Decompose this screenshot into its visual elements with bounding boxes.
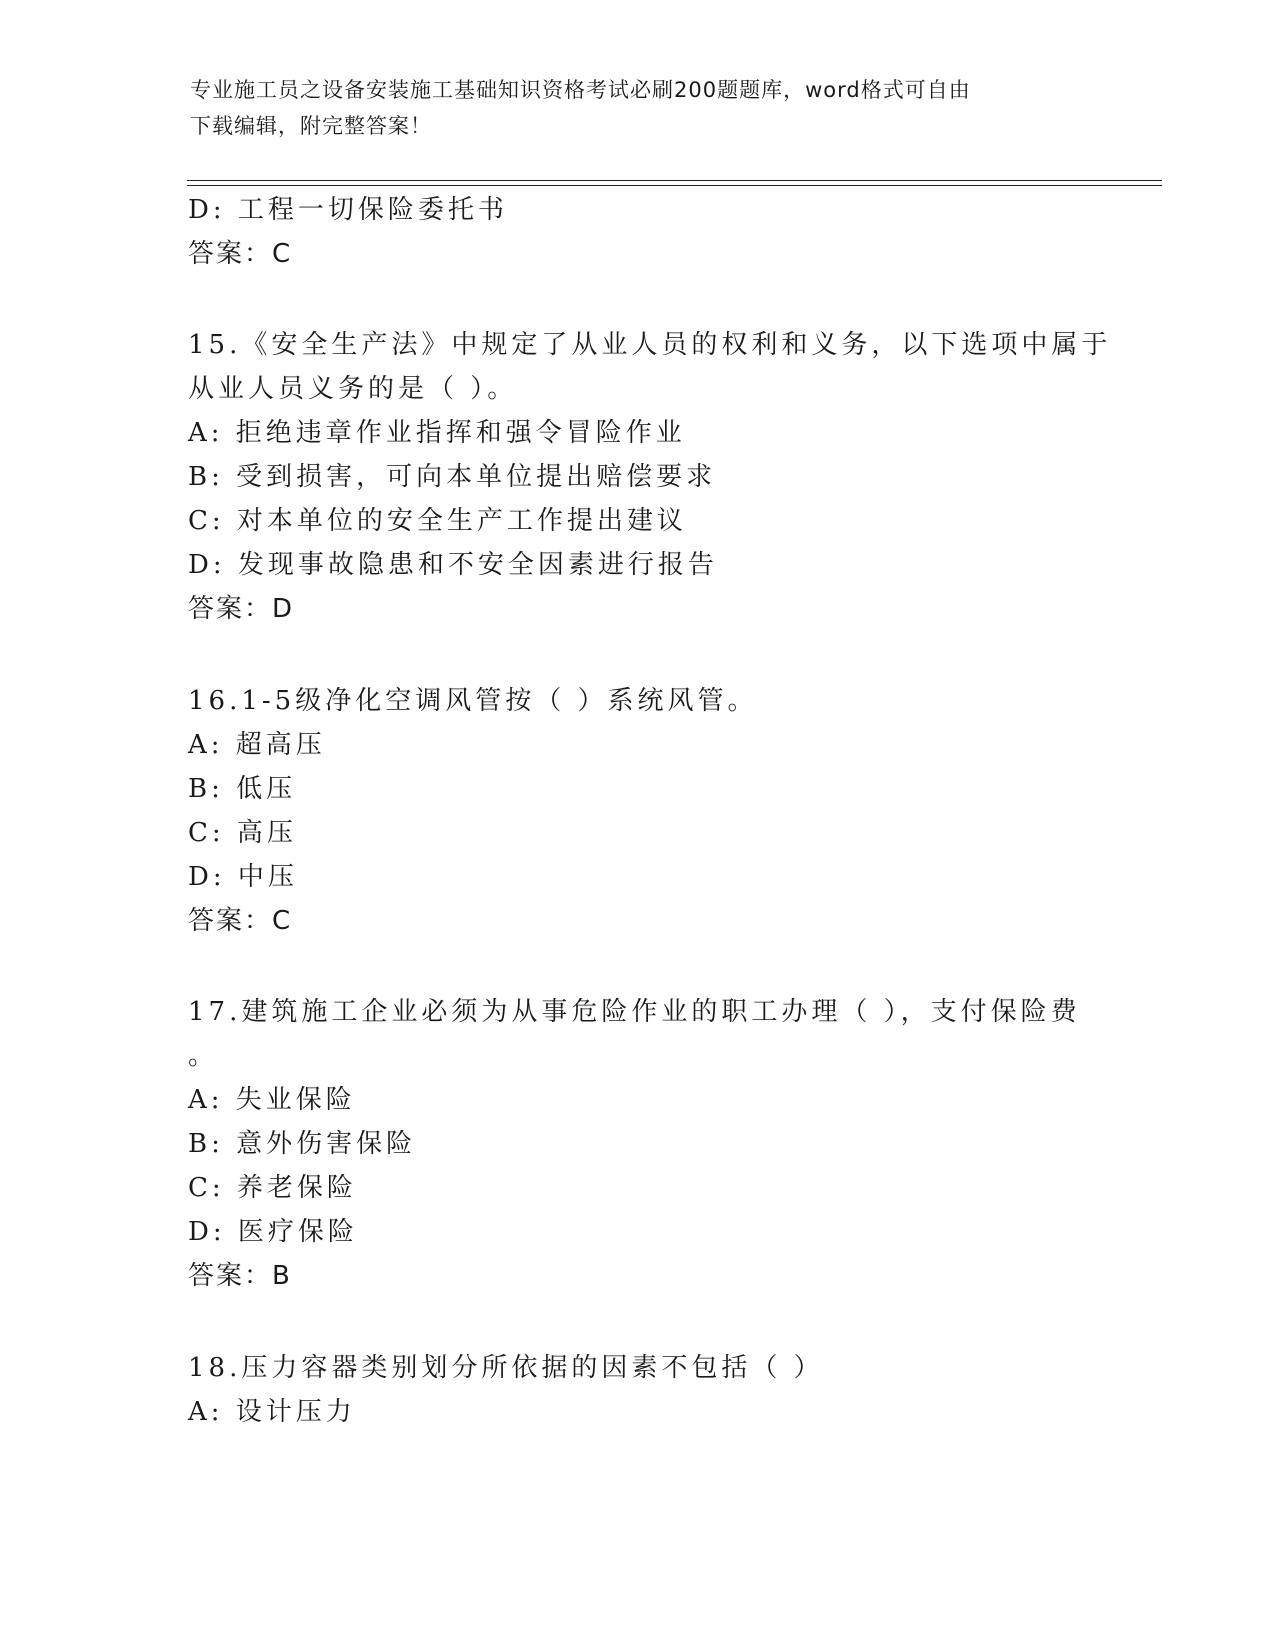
q16-answer: 答案：C — [188, 906, 293, 936]
q16-option-d: D: 中压 — [188, 862, 298, 892]
header-line-2: 下载编辑，附完整答案！ — [190, 114, 432, 138]
q17-option-b: B: 意外伤害保险 — [188, 1129, 417, 1159]
q16-option-c: C: 高压 — [188, 818, 297, 848]
q18-stem-line-1: 18.压力容器类别划分所依据的因素不包括（ ） — [188, 1353, 824, 1383]
q16-option-b: B: 低压 — [188, 774, 297, 804]
q15-option-c: C: 对本单位的安全生产工作提出建议 — [188, 506, 687, 536]
q15-option-d: D: 发现事故隐患和不安全因素进行报告 — [188, 550, 718, 580]
q14-answer: 答案：C — [188, 239, 293, 269]
header-divider-bottom — [187, 185, 1162, 186]
q17-answer: 答案：B — [188, 1261, 292, 1291]
q16-option-a: A: 超高压 — [188, 730, 326, 760]
q15-stem-line-1: 15.《安全生产法》中规定了从业人员的权利和义务，以下选项中属于 — [188, 330, 1112, 360]
header-line-1: 专业施工员之设备安装施工基础知识资格考试必刷200题题库，word格式可自由 — [190, 78, 971, 102]
q15-answer: 答案：D — [188, 594, 295, 624]
q14-option-d: D: 工程一切保险委托书 — [188, 195, 508, 225]
header-divider-top — [187, 180, 1162, 181]
q15-option-b: B: 受到损害，可向本单位提出赔偿要求 — [188, 462, 717, 492]
q17-stem-line-2: 。 — [188, 1041, 219, 1071]
q15-option-a: A: 拒绝违章作业指挥和强令冒险作业 — [188, 418, 686, 448]
q17-option-d: D: 医疗保险 — [188, 1217, 358, 1247]
document-header — [190, 72, 1090, 144]
q18-option-a: A: 设计压力 — [188, 1397, 356, 1427]
q15-stem-line-2: 从业人员义务的是（ ）。 — [188, 374, 518, 404]
q16-stem-line-1: 16.1-5级净化空调风管按（ ）系统风管。 — [188, 686, 758, 716]
q17-option-c: C: 养老保险 — [188, 1173, 357, 1203]
q17-stem-line-1: 17.建筑施工企业必须为从事危险作业的职工办理（ ），支付保险费 — [188, 997, 1081, 1027]
q17-option-a: A: 失业保险 — [188, 1085, 356, 1115]
